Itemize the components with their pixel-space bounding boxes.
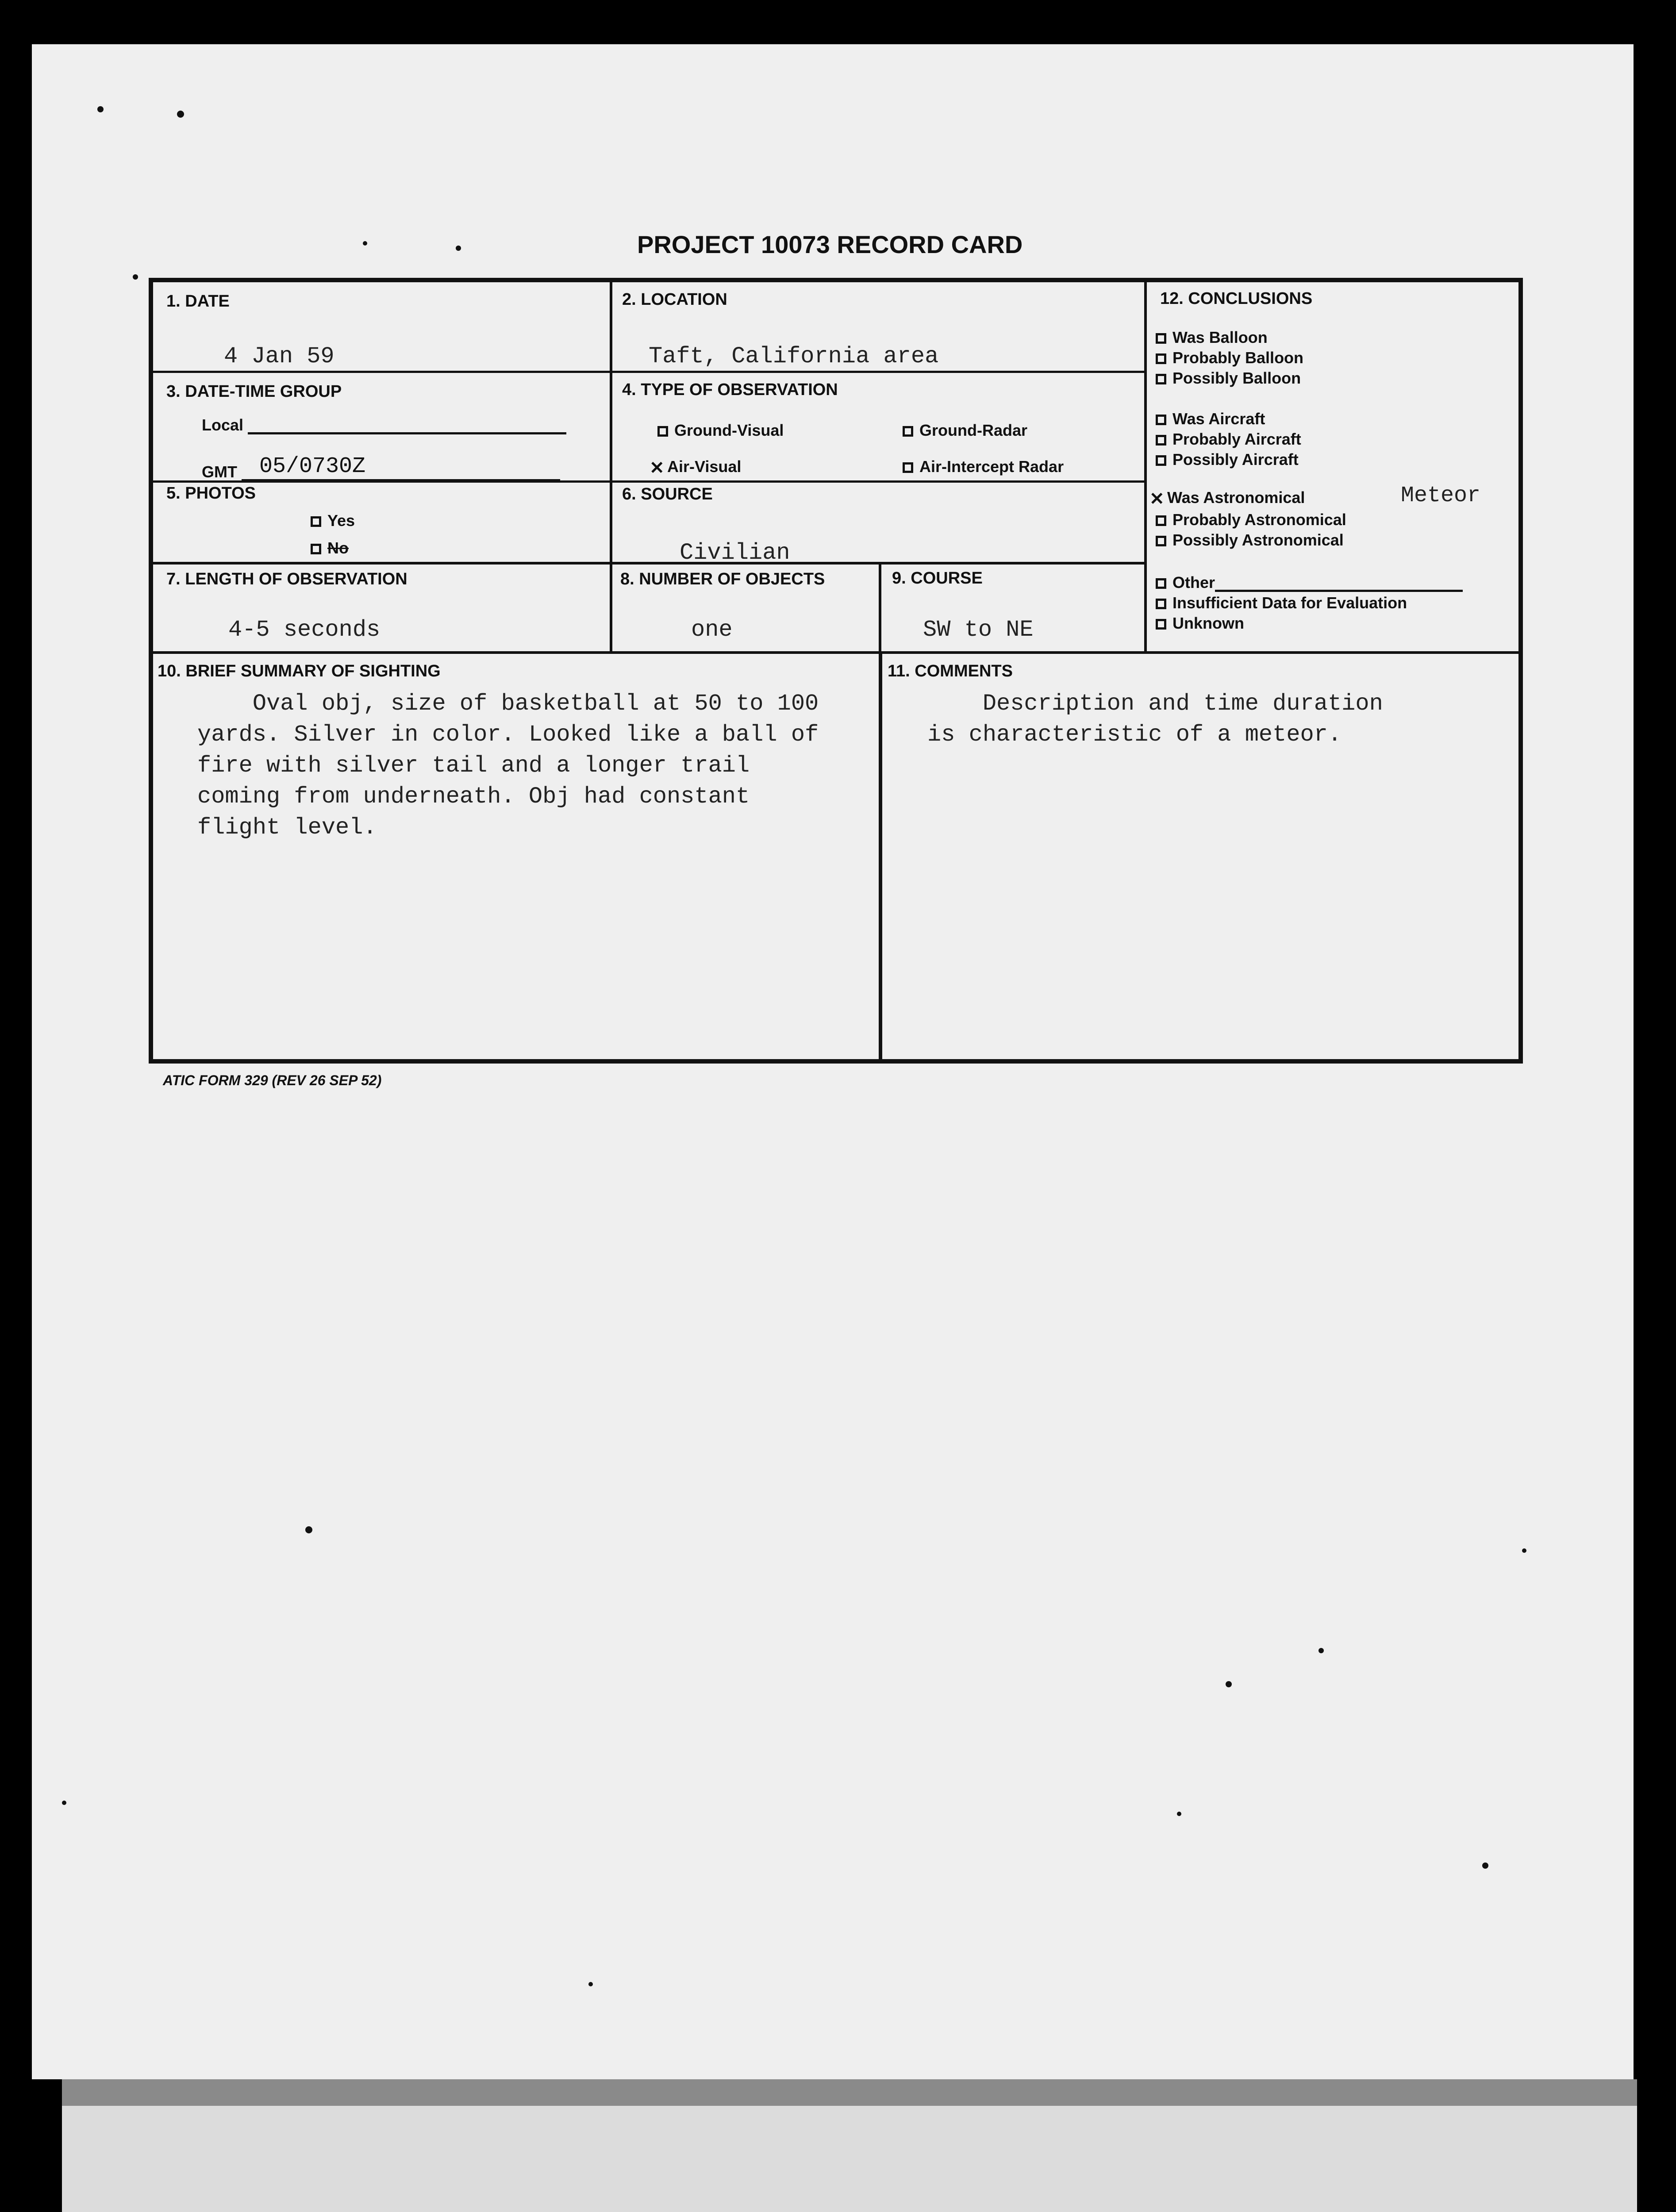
gmt-value: 05/0730Z [242, 454, 560, 481]
checkbox-icon [1156, 435, 1166, 445]
conclusion-probably-aircraft[interactable] [1156, 430, 1301, 449]
divider [153, 651, 1520, 654]
conclusion-probably-astronomical[interactable] [1156, 511, 1346, 529]
type-of-observation-label: 4. TYPE OF OBSERVATION [622, 380, 838, 399]
checkbox-icon [657, 426, 668, 437]
checkbox-icon [1156, 515, 1166, 526]
checkbox-icon [1156, 374, 1166, 384]
divider [1144, 282, 1147, 653]
checkbox-icon [1156, 599, 1166, 609]
conclusion-insufficient-data[interactable] [1156, 594, 1407, 612]
summary-line: coming from underneath. Obj had constant [197, 783, 750, 810]
date-label: 1. DATE [166, 292, 230, 311]
option-label: Air-Visual [667, 457, 742, 476]
option-label: Was Aircraft [1172, 410, 1265, 428]
checked-box-icon: ✕ [650, 460, 665, 480]
conclusion-possibly-astronomical[interactable] [1156, 531, 1344, 549]
checkbox-icon [1156, 578, 1166, 589]
summary-label: 10. BRIEF SUMMARY OF SIGHTING [158, 662, 441, 680]
checkbox-icon [1156, 536, 1166, 546]
checkbox-icon [311, 516, 321, 527]
comments-line: is characteristic of a meteor. [927, 722, 1342, 748]
number-of-objects-value: one [691, 617, 733, 643]
checkbox-icon [1156, 353, 1166, 364]
conclusion-probably-balloon[interactable] [1156, 349, 1303, 367]
checkbox-icon [1156, 415, 1166, 425]
location-label: 2. LOCATION [622, 290, 727, 309]
divider [610, 282, 612, 653]
date-value: 4 Jan 59 [224, 343, 334, 369]
option-label: Air-Intercept Radar [919, 457, 1064, 476]
divider [879, 564, 881, 653]
form-title: PROJECT 10073 RECORD CARD [637, 230, 1023, 258]
source-value: Civilian [680, 540, 790, 566]
local-label: Local [202, 416, 244, 434]
course-value: SW to NE [923, 617, 1034, 643]
option-air-visual[interactable] [650, 457, 742, 480]
dust-speck [1522, 1548, 1526, 1553]
dust-speck [97, 106, 104, 112]
divider [153, 562, 1144, 565]
option-label: Was Balloon [1172, 328, 1268, 346]
checkbox-icon [1156, 455, 1166, 466]
summary-line: flight level. [197, 814, 377, 841]
local-field [202, 416, 566, 434]
checkbox-icon [311, 544, 321, 554]
option-label: Probably Balloon [1172, 349, 1304, 367]
divider [153, 371, 1144, 373]
option-label: Unknown [1172, 614, 1244, 632]
conclusion-possibly-aircraft[interactable] [1156, 450, 1299, 469]
conclusion-was-astronomical[interactable] [1149, 488, 1305, 511]
comments-label: 11. COMMENTS [888, 662, 1013, 680]
checkbox-icon [1156, 619, 1166, 630]
astronomical-note: Meteor [1401, 483, 1481, 508]
conclusion-unknown[interactable] [1156, 614, 1244, 633]
option-label: Insufficient Data for Evaluation [1172, 594, 1407, 612]
checkbox-icon [903, 462, 913, 473]
summary-line: fire with silver tail and a longer trail [197, 753, 750, 779]
photos-yes[interactable] [311, 511, 355, 530]
length-of-observation-value: 4-5 seconds [228, 617, 381, 643]
location-value: Taft, California area [649, 343, 939, 369]
dust-speck [1319, 1648, 1324, 1653]
checkbox-icon [903, 426, 913, 437]
comments-text [927, 688, 1383, 750]
option-label: Other [1172, 573, 1215, 591]
option-label: Probably Aircraft [1172, 430, 1301, 448]
date-time-group-label: 3. DATE-TIME GROUP [166, 382, 342, 401]
photos-no[interactable] [311, 539, 349, 557]
option-label: Yes [327, 511, 355, 530]
option-ground-visual[interactable] [657, 421, 784, 440]
summary-line: Oval obj, size of basketball at 50 to 100 [197, 691, 819, 717]
dust-speck [62, 1801, 66, 1805]
dust-speck [1177, 1812, 1181, 1816]
option-label: Possibly Balloon [1172, 369, 1301, 387]
option-label: Possibly Astronomical [1172, 531, 1344, 549]
form-id: ATIC FORM 329 (REV 26 SEP 52) [163, 1072, 382, 1088]
record-card [149, 278, 1523, 1064]
conclusions-label: 12. CONCLUSIONS [1160, 289, 1313, 308]
course-label: 9. COURSE [892, 569, 983, 588]
dust-speck [1482, 1863, 1488, 1869]
underlying-sheet [62, 2079, 1637, 2212]
dust-speck [133, 274, 138, 280]
conclusion-possibly-balloon[interactable] [1156, 369, 1301, 388]
option-label: Ground-Radar [919, 421, 1028, 439]
photos-label: 5. PHOTOS [166, 484, 256, 503]
option-label: Possibly Aircraft [1172, 450, 1299, 469]
conclusion-other[interactable] [1156, 573, 1463, 592]
conclusion-was-balloon[interactable] [1156, 328, 1268, 347]
checked-box-icon: ✕ [1149, 491, 1165, 511]
dust-speck [588, 1982, 593, 1986]
conclusion-was-aircraft[interactable] [1156, 410, 1265, 428]
other-line [1215, 590, 1463, 592]
local-line [248, 432, 566, 434]
option-ground-radar[interactable] [903, 421, 1027, 440]
option-label: Ground-Visual [674, 421, 784, 439]
option-label: No [327, 539, 349, 557]
checkbox-icon [1156, 333, 1166, 344]
dust-speck [177, 111, 184, 118]
gmt-label: GMT [202, 463, 237, 481]
length-of-observation-label: 7. LENGTH OF OBSERVATION [166, 570, 407, 588]
number-of-objects-label: 8. NUMBER OF OBJECTS [620, 570, 825, 588]
dust-speck [456, 246, 461, 251]
dust-speck [305, 1526, 312, 1533]
source-label: 6. SOURCE [622, 485, 713, 503]
divider [879, 653, 882, 1064]
dust-speck [1226, 1681, 1232, 1687]
option-label: Probably Astronomical [1172, 511, 1346, 529]
summary-line: yards. Silver in color. Looked like a ball of [197, 722, 819, 748]
summary-text [197, 688, 819, 843]
dust-speck [363, 241, 367, 246]
comments-line: Description and time duration [927, 691, 1383, 717]
option-label: Was Astronomical [1167, 488, 1305, 507]
gmt-field [202, 454, 560, 481]
option-air-intercept-radar[interactable] [903, 457, 1064, 476]
